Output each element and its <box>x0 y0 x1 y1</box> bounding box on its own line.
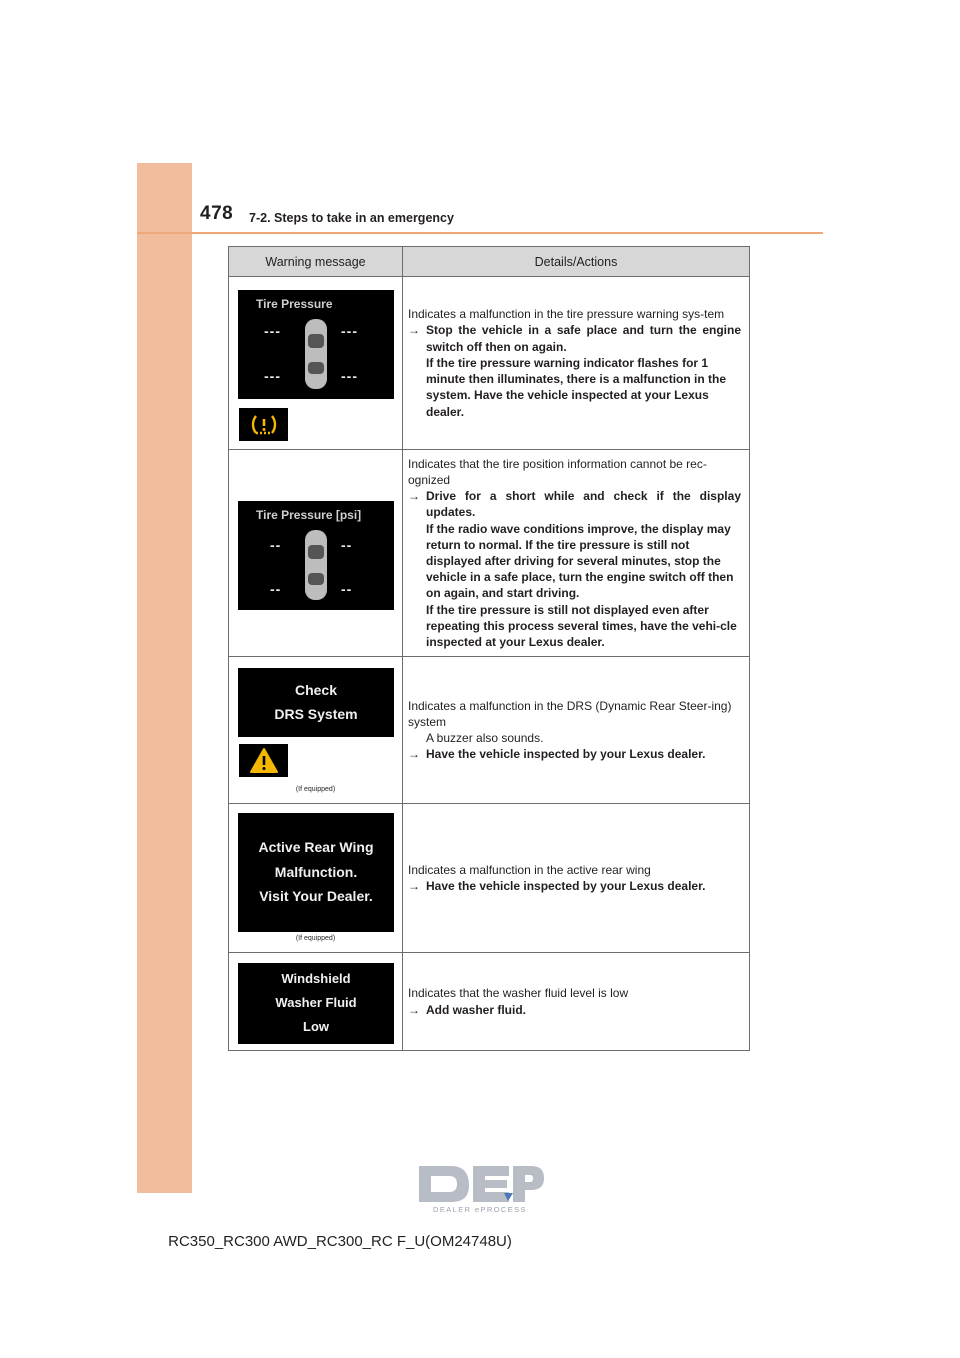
check-drs-display: Check DRS System <box>238 668 394 737</box>
col-details-actions: Details/Actions <box>534 254 618 269</box>
tire-pressure-display <box>238 290 394 399</box>
note: If the tire pressure warning indicator flashes for 1 minute then illuminates, there is a malfunction in the system. Have the vehicle inspected at your Lexus dealer. <box>426 355 727 419</box>
table-row <box>229 953 749 1050</box>
col-warning-message: Warning message <box>229 247 403 276</box>
warning-image-cell <box>229 657 403 803</box>
details-cell <box>403 953 749 1050</box>
warning-image-cell <box>229 804 403 952</box>
tire-pressure-psi-display <box>238 501 394 610</box>
screen-title: Tire Pressure <box>256 297 333 311</box>
action: → Add washer fluid. <box>408 1002 527 1017</box>
header-rule <box>137 232 823 234</box>
warning-image-cell <box>229 450 403 656</box>
description: Indicates a malfunction in the active rear wing <box>408 862 651 877</box>
side-tab-band <box>137 163 192 1193</box>
table-row <box>229 277 749 450</box>
washer-fluid-display: Windshield Washer Fluid Low <box>238 963 394 1044</box>
description: Indicates a malfunction in the tire pressure warning sys-tem <box>408 307 725 322</box>
action: → Have the vehicle inspected by your Lexus dealer. <box>408 879 706 893</box>
note: If the radio wave conditions improve, the display may return to normal. If the tire pressure is still not displayed after driving for several minutes, stop the vehicle in a safe place, turn the engine switch off then on again, and start driving. <box>426 521 734 601</box>
tire-value-front-left: -- <box>270 537 282 553</box>
details-cell <box>403 657 749 803</box>
warning-triangle-icon <box>249 747 279 774</box>
if-equipped-note: (If equipped) <box>295 786 336 793</box>
tire-value-front-right: --- <box>341 323 358 339</box>
tire-value-front-right: -- <box>341 537 353 553</box>
sub-note: A buzzer also sounds. <box>426 731 544 745</box>
arrow-icon: → <box>408 747 420 762</box>
tire-pressure-warning-icon <box>251 413 277 437</box>
description: Indicates that the tire position information cannot be rec-ognized <box>408 456 707 487</box>
action: → Stop the vehicle in a safe place and turn the engine switch off then on again. <box>408 323 741 354</box>
tire-value-rear-right: --- <box>341 368 358 384</box>
screen-title: Tire Pressure [psi] <box>256 508 362 522</box>
car-top-view-icon <box>238 290 394 399</box>
note: If the tire pressure is still not displayed even after repeating this process several times, have the vehi-cle inspected at your Lexus dealer. <box>426 602 737 650</box>
model-code: RC350_RC300 AWD_RC300_RC F_U(OM24748U) <box>168 1233 512 1250</box>
description: Indicates that the washer fluid level is low <box>408 986 629 1001</box>
table-header <box>229 247 749 277</box>
table-row <box>229 804 749 953</box>
arrow-icon: → <box>408 489 420 504</box>
tire-value-rear-right: -- <box>341 581 353 597</box>
page-number: 478 <box>200 203 234 224</box>
details-cell <box>403 804 749 952</box>
active-rear-wing-display: Active Rear Wing Malfunction. Visit Your Dealer. <box>238 813 394 932</box>
arrow-icon: → <box>408 879 420 893</box>
arrow-icon: → <box>408 323 420 338</box>
warning-image-cell <box>229 953 403 1050</box>
table-row <box>229 450 749 657</box>
section-title: 7-2. Steps to take in an emergency <box>249 211 454 225</box>
warning-image-cell <box>229 277 403 449</box>
logo-text: DEALER ePROCESS <box>433 1205 527 1214</box>
dealer-eprocess-logo <box>415 1163 545 1220</box>
action: → Drive for a short while and check if the display updates. <box>408 489 741 520</box>
table-row <box>229 657 749 804</box>
action: → Have the vehicle inspected by your Lexus dealer. <box>408 747 706 762</box>
description: Indicates a malfunction in the DRS (Dynamic Rear Steer-ing) system <box>408 698 732 729</box>
warning-message-table <box>228 246 750 1051</box>
if-equipped-note: (If equipped) <box>295 935 336 942</box>
details-cell <box>403 450 749 656</box>
tire-value-rear-left: -- <box>270 581 282 597</box>
details-cell <box>403 277 749 449</box>
car-top-view-icon <box>238 501 394 610</box>
arrow-icon: → <box>408 1002 420 1017</box>
tire-value-front-left: --- <box>264 323 281 339</box>
tire-value-rear-left: --- <box>264 368 281 384</box>
